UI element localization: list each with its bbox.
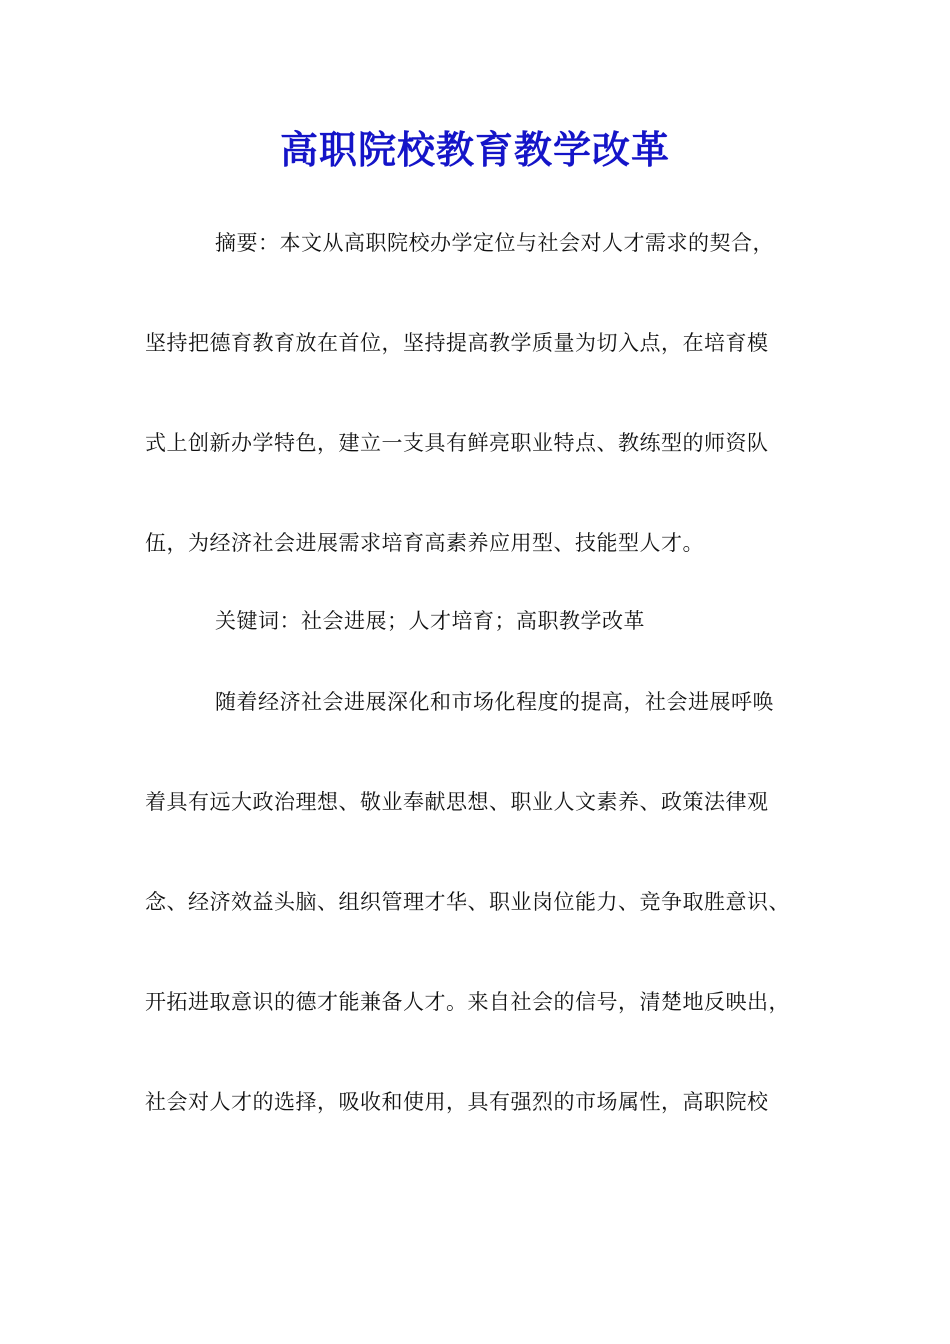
body-line-3: 念、经济效益头脑、组织管理才华、职业岗位能力、竞争取胜意识、 — [145, 890, 790, 914]
abstract-line-1: 摘要：本文从高职院校办学定位与社会对人才需求的契合， — [215, 231, 774, 255]
body-line-4: 开拓进取意识的德才能兼备人才。来自社会的信号，清楚地反映出， — [145, 990, 790, 1014]
body-line-1: 随着经济社会进展深化和市场化程度的提高，社会进展呼唤 — [215, 690, 774, 714]
abstract-line-3: 式上创新办学特色，建立一支具有鲜亮职业特点、教练型的师资队 — [145, 431, 769, 455]
keywords-line: 关键词：社会进展；人才培育；高职教学改革 — [215, 609, 645, 633]
body-line-2: 着具有远大政治理想、敬业奉献思想、职业人文素养、政策法律观 — [145, 790, 769, 814]
abstract-line-4: 伍，为经济社会进展需求培育高素养应用型、技能型人才。 — [145, 531, 704, 555]
document-title: 高职院校教育教学改革 — [279, 127, 670, 172]
abstract-line-2: 坚持把德育教育放在首位，坚持提高教学质量为切入点，在培育模 — [145, 331, 769, 355]
body-line-5: 社会对人才的选择，吸收和使用，具有强烈的市场属性，高职院校 — [145, 1090, 769, 1114]
